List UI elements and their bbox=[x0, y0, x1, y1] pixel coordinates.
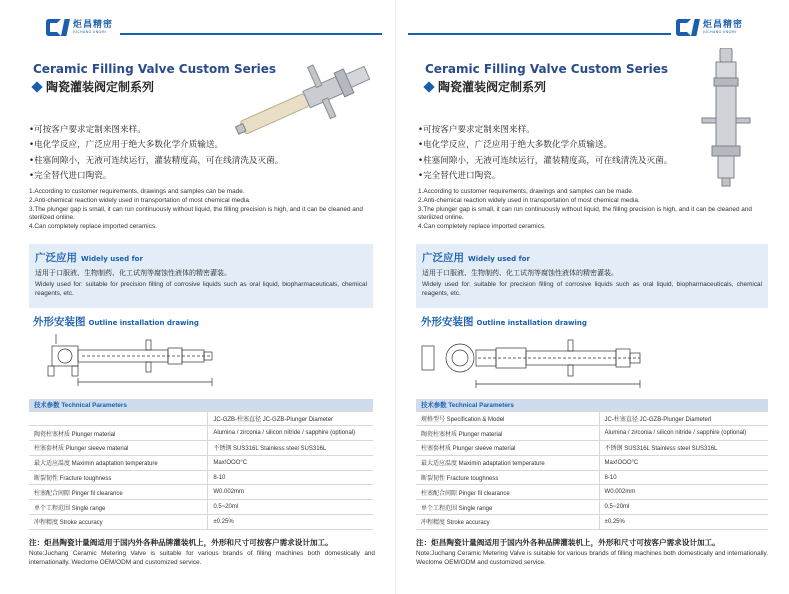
feature-item: •完全替代进口陶瓷。 bbox=[418, 170, 501, 181]
feature-item: •柱塞间隙小，无液可连续运行，灌装精度高，可在线清洗及灭菌。 bbox=[29, 155, 284, 166]
header-rule bbox=[408, 33, 671, 35]
footnote-en: Note:Juchang Ceramic Metering Valve is suitable for various brands of filling machines both domestically and internationally. Weclome OEM/ODM and customized service. bbox=[416, 550, 768, 566]
outline-drawing bbox=[418, 330, 648, 392]
feature-item: •完全替代进口陶瓷。 bbox=[29, 170, 112, 181]
param-name: 柱塞配合间隙 Pinger fil clearance bbox=[29, 485, 208, 500]
application-title-cn: 广泛应用 bbox=[422, 252, 464, 264]
brand-name-cn: 炬昌精密 bbox=[73, 19, 114, 30]
param-value: JC-柱塞直径 JC-GZB-Plunger Diameterl bbox=[599, 411, 768, 426]
feature-list-cn bbox=[418, 123, 672, 184]
page-title-cn bbox=[33, 78, 154, 95]
header-rule bbox=[120, 33, 382, 35]
param-name: 柱塞配合间隙 Pinger fil clearance bbox=[416, 485, 599, 500]
feature-item: •电化学反应，广泛应用于绝大多数化学介质输送。 bbox=[418, 140, 613, 151]
feature-note: 2.Anti-chemical reaction widely used in transportation of most chemical media. bbox=[29, 196, 251, 204]
table-header: 技术参数 Technical Parameters bbox=[416, 399, 768, 411]
brand-logo bbox=[46, 19, 113, 36]
param-name: 柱塞套材质 Plunger sleeve material bbox=[29, 441, 208, 456]
param-value: 8-10 bbox=[208, 470, 373, 485]
param-value: Max!OOO°C bbox=[208, 455, 373, 470]
param-name: 冲程精度 Stroke accuracy bbox=[416, 515, 599, 530]
table-row bbox=[29, 455, 373, 470]
feature-item: •可按客户要求定制来图来样。 bbox=[29, 125, 146, 135]
outline-heading bbox=[33, 314, 199, 329]
param-name: 最大适应温度 Maximin adaptation temperature bbox=[29, 455, 208, 470]
brand-name-cn: 炬昌精密 bbox=[703, 19, 744, 30]
diamond-icon bbox=[423, 81, 434, 92]
table-row bbox=[29, 485, 373, 500]
param-name: 最大适应温度 Maximin adaptation temperature bbox=[416, 455, 599, 470]
application-box bbox=[29, 244, 373, 308]
brand-name-en: JUCHANG JINGMI bbox=[73, 29, 107, 34]
param-value: 0.5~20ml bbox=[599, 500, 768, 515]
param-name: 陶瓷柱塞材质 Plunger material bbox=[416, 426, 599, 441]
param-value: Alumina / zirconia / silicon nitride / sapphire (optional) bbox=[599, 426, 768, 441]
param-value: W0.002mm bbox=[208, 485, 373, 500]
feature-item: •柱塞间隙小，无液可连续运行，灌装精度高，可在线清洗及灭菌。 bbox=[418, 155, 673, 166]
table-row bbox=[29, 515, 373, 530]
feature-note: 2.Anti-chemical reaction widely used in transportation of most chemical media. bbox=[418, 196, 640, 204]
page-title-cn-text: 陶瓷灌装阀定制系列 bbox=[438, 80, 547, 94]
param-value: 8-10 bbox=[599, 470, 768, 485]
table-row bbox=[29, 411, 373, 426]
table-row bbox=[416, 470, 768, 485]
application-desc-en: Widely used for: suitable for precision filling of corrosive liquids such as oral liquid, biopharmaceuticals, chemical reagents, etc. bbox=[422, 281, 762, 297]
valve-product-photo bbox=[696, 48, 756, 188]
brand-logo bbox=[676, 19, 743, 36]
application-title-en: Widely used for bbox=[81, 255, 143, 263]
table-row bbox=[29, 426, 373, 441]
table-row bbox=[416, 485, 768, 500]
logo-icon bbox=[46, 19, 70, 36]
footnote-cn: 注：炬昌陶瓷计量阀适用于国内外各种品牌灌装机上，外形和尺寸可按客户需求设计加工。 bbox=[416, 538, 720, 547]
logo-icon bbox=[676, 19, 700, 36]
feature-note: 4.Can completely replace imported ceramics. bbox=[418, 223, 546, 231]
application-desc-cn: 适用于口服液、生物制药、化工试剂等腐蚀性液体的精密灌装。 bbox=[422, 269, 618, 277]
feature-list-en bbox=[418, 188, 773, 232]
application-title-en: Widely used for bbox=[468, 255, 530, 263]
feature-note: 3.The plunger gap is small, it can run continuously without liquid, the filling precision is high, and it can be cleaned and sterilized online. bbox=[29, 205, 363, 222]
param-value: 不锈钢 SUS316L Stainless steel SUS316L bbox=[599, 441, 768, 456]
page-title-en: Ceramic Filling Valve Custom Series bbox=[33, 62, 277, 76]
param-name bbox=[29, 411, 208, 426]
table-row bbox=[416, 441, 768, 456]
application-title-cn: 广泛应用 bbox=[35, 252, 77, 264]
technical-parameters-table bbox=[416, 399, 768, 530]
feature-note: 4.Can completely replace imported ceramics. bbox=[29, 223, 157, 231]
param-name: 陶瓷柱塞材质 Plunger material bbox=[29, 426, 208, 441]
feature-list-en bbox=[29, 188, 379, 232]
param-name: 规格型号 Specification & Model bbox=[416, 411, 599, 426]
feature-item: •电化学反应，广泛应用于绝大多数化学介质输送。 bbox=[29, 140, 224, 151]
table-row bbox=[416, 515, 768, 530]
param-value: ±0.25% bbox=[599, 515, 768, 530]
brochure-page-right bbox=[395, 0, 789, 594]
param-name: 柱塞套材质 Plunger sleeve material bbox=[416, 441, 599, 456]
param-name: 断裂韧性 Fracture toughness bbox=[416, 470, 599, 485]
application-desc-en: Widely used for: suitable for precision filling of corrosive liquids such as oral liquid, biopharmaceuticals, chemical reagents, etc. bbox=[35, 281, 367, 297]
page-title-en: Ceramic Filling Valve Custom Series bbox=[425, 62, 669, 76]
footnote-cn: 注：炬昌陶瓷计量阀适用于国内外各种品牌灌装机上，外形和尺寸可按客户需求设计加工。 bbox=[29, 538, 333, 547]
diamond-icon bbox=[31, 81, 42, 92]
param-value: W0.002mm bbox=[599, 485, 768, 500]
param-value: JC-GZB-柱塞直径 JC-GZB-Plunger Diameter bbox=[208, 411, 373, 426]
param-name: 单个工程范围 Single range bbox=[416, 500, 599, 515]
feature-note: 3.The plunger gap is small, it can run continuously without liquid, the filling precision is high, and it can be cleaned and sterilized online. bbox=[418, 205, 752, 222]
table-header: 技术参数 Technical Parameters bbox=[29, 399, 373, 411]
feature-item: •可按客户要求定制来图来样。 bbox=[418, 125, 535, 135]
brochure-page-left bbox=[0, 0, 394, 594]
table-row bbox=[29, 500, 373, 515]
param-value: ±0.25% bbox=[208, 515, 373, 530]
table-row bbox=[416, 426, 768, 441]
application-desc-cn: 适用于口服液、生物制药、化工试剂等腐蚀性液体的精密灌装。 bbox=[35, 269, 231, 277]
feature-list-cn bbox=[29, 123, 283, 184]
application-box bbox=[416, 244, 768, 308]
param-value: 0.5~20ml bbox=[208, 500, 373, 515]
param-name: 单个工程范围 Single range bbox=[29, 500, 208, 515]
table-row bbox=[416, 455, 768, 470]
technical-parameters-table bbox=[29, 399, 373, 530]
table-row bbox=[416, 411, 768, 426]
table-row bbox=[29, 441, 373, 456]
outline-heading bbox=[421, 314, 587, 329]
table-row bbox=[416, 500, 768, 515]
param-value: Max!OOO°C bbox=[599, 455, 768, 470]
table-row bbox=[29, 470, 373, 485]
outline-drawing bbox=[42, 330, 232, 390]
outline-title-en: Outline installation drawing bbox=[88, 319, 199, 327]
param-name: 冲程精度 Stroke accuracy bbox=[29, 515, 208, 530]
brand-name-en: JUCHANG JINGMI bbox=[703, 29, 737, 34]
outline-title-cn: 外形安装图 bbox=[33, 316, 86, 328]
page-title-cn-text: 陶瓷灌装阀定制系列 bbox=[46, 80, 155, 94]
outline-title-cn: 外形安装图 bbox=[421, 316, 474, 328]
page-title-cn bbox=[425, 78, 546, 95]
outline-title-en: Outline installation drawing bbox=[476, 319, 587, 327]
footnote-en: Note:Juchang Ceramic Metering Valve is suitable for various brands of filling machines both domestically and internationally. Weclome OEM/ODM and customized service. bbox=[29, 550, 375, 566]
param-name: 断裂韧性 Fracture toughness bbox=[29, 470, 208, 485]
param-value: 不锈钢 SUS316L Stainless steel SUS316L bbox=[208, 441, 373, 456]
param-value: Alumina / zirconia / silicon nitride / sapphire (optional) bbox=[208, 426, 373, 441]
feature-note: 1.According to customer requirements, drawings and samples can be made. bbox=[418, 188, 634, 195]
feature-note: 1.According to customer requirements, drawings and samples can be made. bbox=[29, 188, 245, 195]
